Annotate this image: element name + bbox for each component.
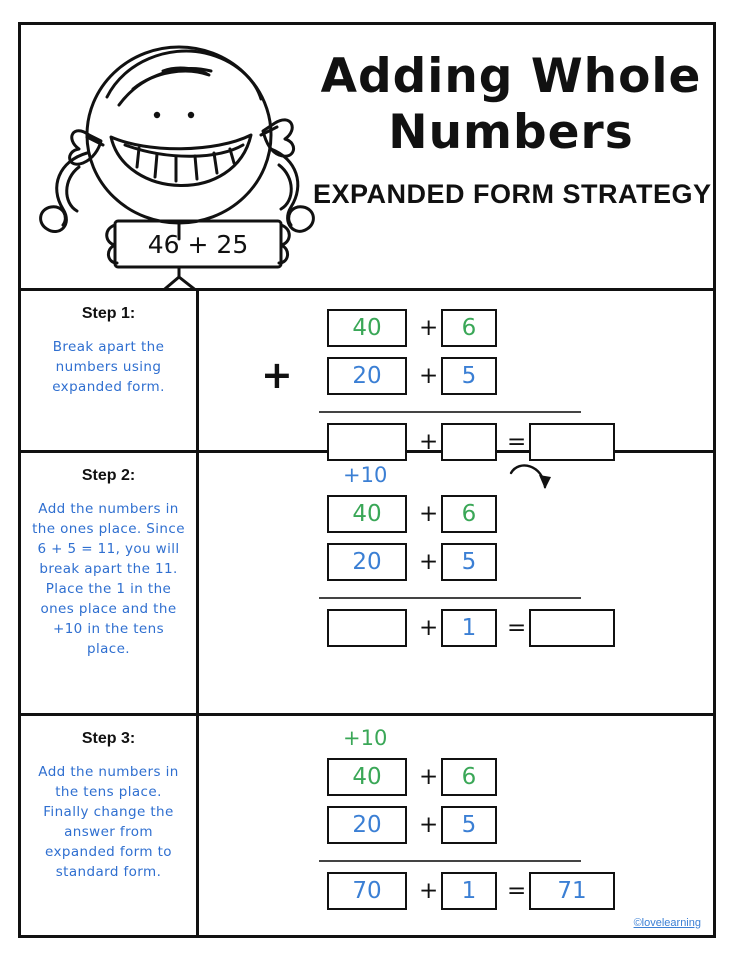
step-1-heading: Step 1: xyxy=(81,305,136,322)
page-subtitle: EXPANDED FORM STRATEGY xyxy=(313,179,712,209)
step-3-heading: Step 3: xyxy=(81,729,136,747)
step-3-answer-tens[interactable]: 70 xyxy=(327,872,407,910)
step-row-3 xyxy=(21,716,713,935)
step-2-row2-ones: 5 xyxy=(441,543,497,581)
step-3-work-area xyxy=(199,716,713,935)
step-1-answer-equals: = xyxy=(507,429,527,455)
step-2-row1-ones: 6 xyxy=(441,495,497,533)
title-block xyxy=(313,49,712,210)
step-1-row2-tens: 20 xyxy=(327,357,407,395)
step-2-description: Add the numbers in the ones place. Since 6 + 5 = 11, you will break apart the 11. Place the 1 in the ones place and the +10 in the tens place. xyxy=(32,501,185,658)
step-3-row1-ones: 6 xyxy=(441,758,497,796)
step-1-row2-ones: 5 xyxy=(441,357,497,395)
step-3-row2-plus: + xyxy=(419,811,439,838)
step-2-answer-total[interactable] xyxy=(529,609,615,647)
step-1-row1-tens: 40 xyxy=(327,309,407,347)
step-2-answer-plus: + xyxy=(419,615,439,642)
step-3-row2-ones: 5 xyxy=(441,806,497,844)
step-3-text-cell xyxy=(21,716,199,935)
step-2-text-cell xyxy=(21,453,199,712)
step-3-carry-label: +10 xyxy=(343,725,388,750)
step-1-work-area xyxy=(199,291,713,455)
step-1-row2-plus: + xyxy=(419,363,439,389)
step-2-row1-plus: + xyxy=(419,501,439,528)
step-3-description: Add the numbers in the tens place. Finally change the answer from expanded form to standard form. xyxy=(38,763,179,880)
step-1-text-cell xyxy=(21,291,199,450)
step-2-heading: Step 2: xyxy=(81,467,136,485)
carry-arrow-icon xyxy=(489,457,559,497)
sign-text: 46 + 25 xyxy=(147,230,249,259)
step-3-sum-line xyxy=(319,860,581,862)
step-2-row2-plus: + xyxy=(419,549,439,576)
step-1-description: Break apart the numbers using expanded form. xyxy=(52,339,165,395)
mascot-illustration xyxy=(29,27,319,289)
step-1-answer-plus: + xyxy=(419,429,439,455)
step-1-row1-ones: 6 xyxy=(441,309,497,347)
step-2-answer-equals: = xyxy=(507,615,527,642)
worksheet-frame xyxy=(18,22,716,938)
step-3-answer-total[interactable]: 71 xyxy=(529,872,615,910)
credit-link[interactable]: ©lovelearning xyxy=(633,916,701,929)
step-3-row1-tens: 40 xyxy=(327,758,407,796)
step-2-answer-ones[interactable]: 1 xyxy=(441,609,497,647)
step-3-row1-plus: + xyxy=(419,763,439,790)
step-2-work-area xyxy=(199,453,713,712)
step-row-2 xyxy=(21,453,713,715)
step-1-big-plus: + xyxy=(261,353,293,397)
step-3-answer-equals: = xyxy=(507,877,527,904)
step-3-row2-tens: 20 xyxy=(327,806,407,844)
step-1-row1-plus: + xyxy=(419,315,439,341)
step-3-answer-plus: + xyxy=(419,877,439,904)
step-3-answer-ones[interactable]: 1 xyxy=(441,872,497,910)
step-2-carry-label: +10 xyxy=(343,463,388,488)
step-2-row1-tens: 40 xyxy=(327,495,407,533)
page-title-line1: Adding Whole xyxy=(320,49,702,104)
header xyxy=(21,25,713,291)
step-2-sum-line xyxy=(319,597,581,599)
page-title-line2: Numbers xyxy=(388,105,634,160)
step-2-answer-tens[interactable] xyxy=(327,609,407,647)
step-row-1 xyxy=(21,291,713,453)
step-1-sum-line xyxy=(319,411,581,413)
step-2-row2-tens: 20 xyxy=(327,543,407,581)
